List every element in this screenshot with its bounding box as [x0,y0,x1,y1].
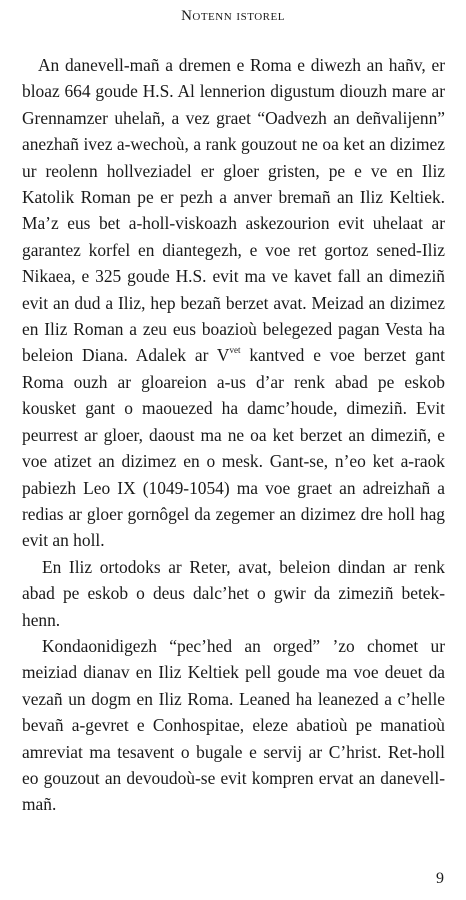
page-number: 9 [436,870,444,887]
paragraph-2: En Iliz ortodoks ar Reter, avat, beleion dindan ar renk abad pe eskob o deus dalc’het o gwir da zimeziñ betek-henn. [22,556,445,630]
page-body [22,52,445,818]
paragraph-1 [22,52,445,554]
century-superscript: vet [229,345,241,356]
running-head: Notenn istorel [181,8,285,24]
paragraph-1-text-a: An danevell-mañ a dremen e Roma e diwezh an hañv, er bloaz 664 goude H.S. Al lennerion digustum diouzh mare ar Grennamzer uhelañ, a vez graet “Oadvezh an deñvalijenn” anezhañ ivez a-wechoù, a rank gouzout ne oa ket an dizimez ur reolenn hollveziadel er gloer gristen, pe e ve en Iliz Katolik Roman pe er pezh a anver bremañ an Iliz Keltiek. Ma’z eus bet a-holl-viskoazh askezourion evit uhelaat ar garantez korfel en diantegezh, e voe ret gortoz sened-Iliz Nikaea, e 325 goude H.S. evit ma ve kavet fall an dimeziñ evit an dud a Iliz, hep bezañ berzet avat. Meizad an dizimez en Iliz Roman a zeu eus boazioù belegezed pagan Vesta ha beleion Diana. Adalek ar V [22,55,445,366]
paragraph-1-text-b: kantved e voe berzet gant Roma ouzh ar gloareion a-us d’ar renk abad pe eskob kousket gant o maouezed ha damc’houde, dimeziñ. Evit peurrest ar gloer, daoust ma ne oa ket berzet an dimeziñ, e voe atizet an dizimez en o mesk. Gant-se, n’eo ket a-raok pabiezh Leo IX (1049-1054) ma voe graet an adreizhañ a redias ar gloer gornôgel da zegemer an dizimez dre holl hag evit an holl. [22,345,445,551]
paragraph-3: Kondaonidigezh “pec’hed an orged” ’zo chomet ur meiziad dianav en Iliz Keltiek pell goude ma voe deuet da vezañ un dogm en Iliz Roma. Leaned ha leanezed a c’helle bevañ a-gevret e Conhospitae, eleze abatioù pe manatioù amreviat ma tesavent o bugale e servij ar C’hrist. Ret-holl eo gouzout an devoudoù-se evit kompren ervat an danevell-mañ. [22,635,445,815]
